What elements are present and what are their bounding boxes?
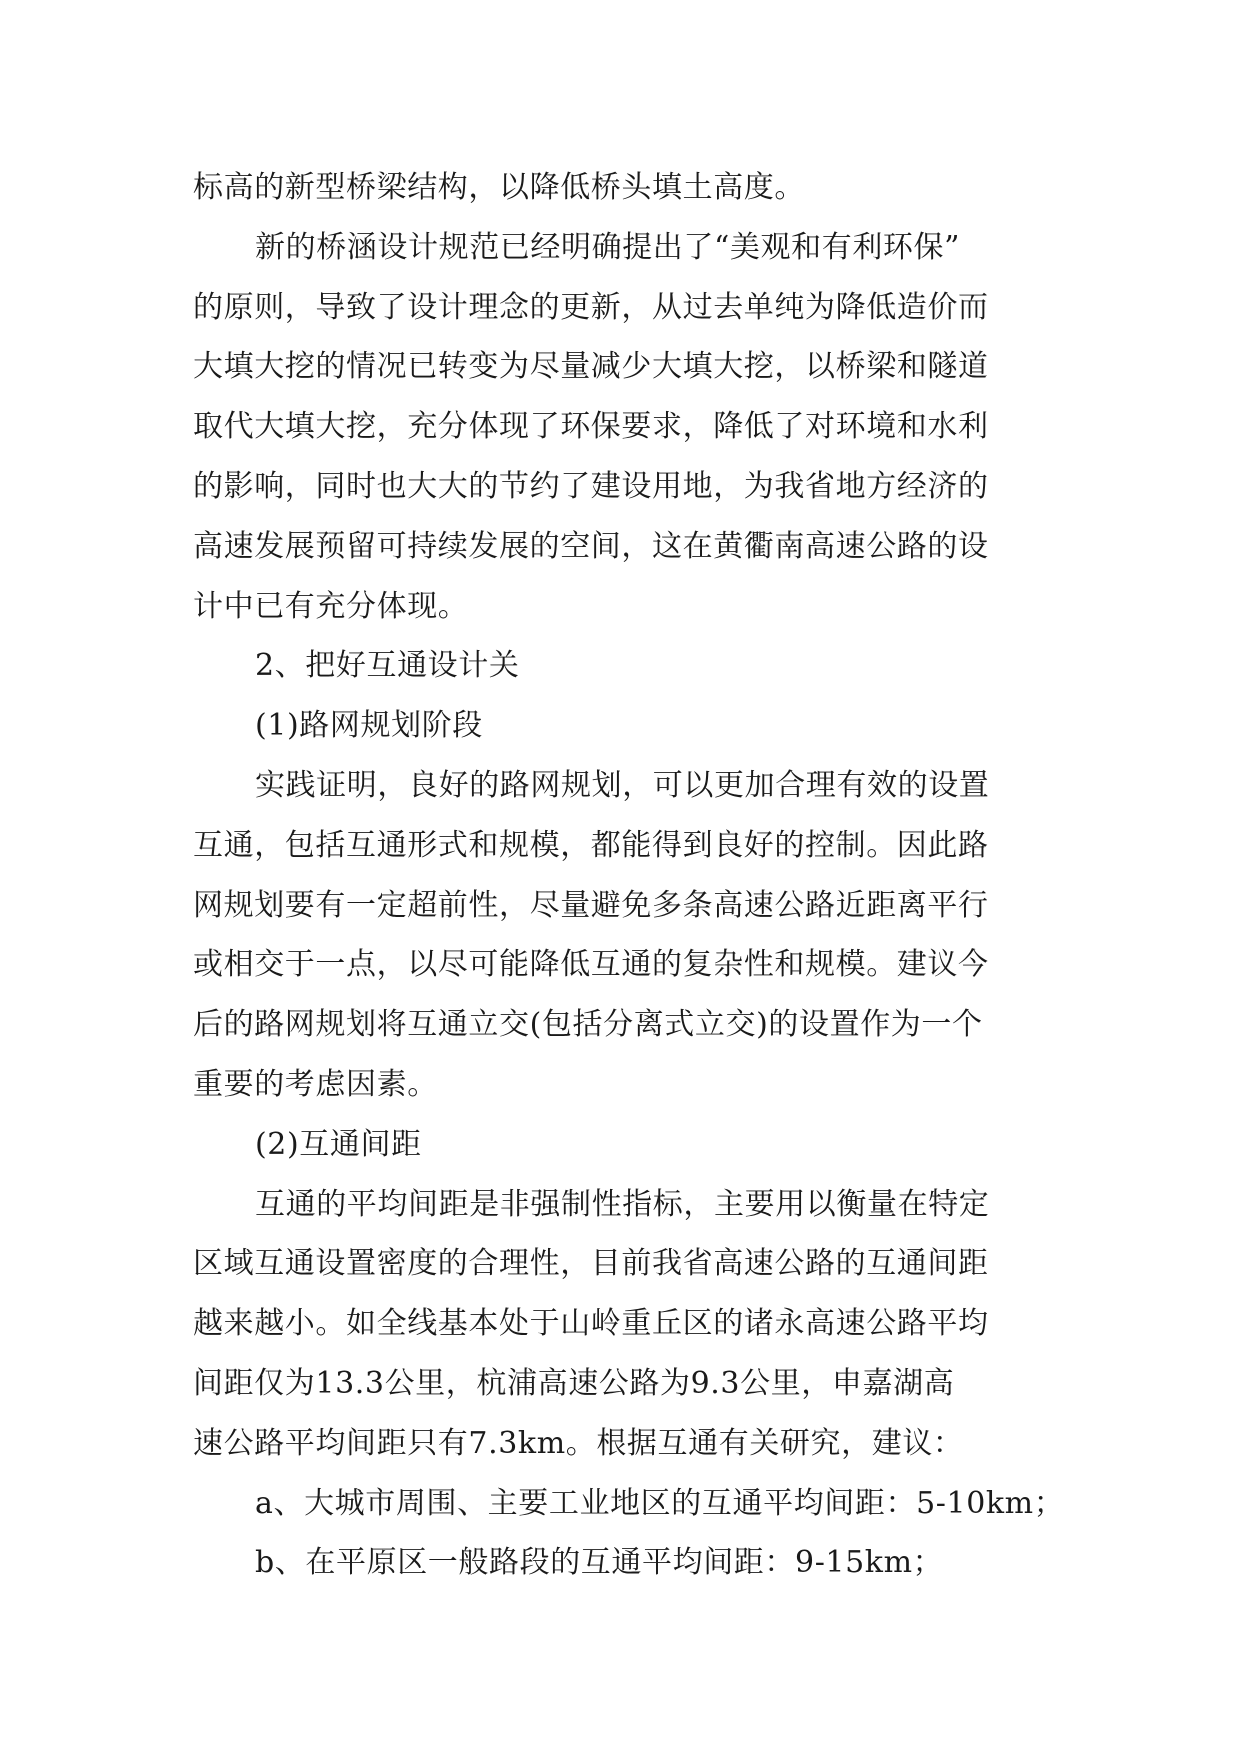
text-line: 实践证明，良好的路网规划，可以更加合理有效的设置 — [255, 767, 990, 803]
list-item: b、在平原区一般路段的互通平均间距：9-15km； — [255, 1545, 944, 1581]
text-line: 标高的新型桥梁结构，以降低桥头填土高度。 — [193, 170, 805, 205]
text-line: 互通，包括互通形式和规模，都能得到良好的控制。因此路 — [193, 827, 989, 863]
text-line: 或相交于一点，以尽可能降低互通的复杂性和规模。建议今 — [193, 947, 989, 983]
text-line: 高速发展预留可持续发展的空间，这在黄衢南高速公路的设 — [193, 528, 989, 564]
subsection-heading: (1)路网规划阶段 — [255, 708, 483, 744]
text-line: 区域互通设置密度的合理性，目前我省高速公路的互通间距 — [193, 1246, 989, 1282]
text-line: 的影响，同时也大大的节约了建设用地，为我省地方经济的 — [193, 468, 989, 504]
subsection-heading: (2)互通间距 — [255, 1126, 422, 1162]
text-line: 大填大挖的情况已转变为尽量减少大填大挖，以桥梁和隧道 — [193, 349, 989, 385]
text-line: 重要的考虑因素。 — [193, 1066, 438, 1102]
text-line: 速公路平均间距只有7.3km。根据互通有关研究，建议： — [193, 1425, 964, 1461]
body-text — [193, 158, 1065, 1593]
text-line: 越来越小。如全线基本处于山岭重丘区的诸永高速公路平均 — [193, 1306, 989, 1342]
text-line: 互通的平均间距是非强制性指标，主要用以衡量在特定 — [255, 1186, 990, 1222]
text-line: 后的路网规划将互通立交(包括分离式立交)的设置作为一个 — [193, 1007, 983, 1043]
text-line: 间距仅为13.3公里，杭浦高速公路为9.3公里，申嘉湖高 — [193, 1365, 955, 1401]
text-line: 新的桥涵设计规范已经明确提出了“美观和有利环保” — [255, 229, 961, 265]
text-line: 的原则，导致了设计理念的更新，从过去单纯为降低造价而 — [193, 289, 989, 325]
text-line: 取代大填大挖，充分体现了环保要求，降低了对环境和水利 — [193, 409, 989, 445]
text-line: 网规划要有一定超前性，尽量避免多条高速公路近距离平行 — [193, 887, 989, 923]
section-heading: 2、把好互通设计关 — [255, 648, 520, 684]
text-line: 计中已有充分体现。 — [193, 588, 469, 624]
list-item: a、大城市周围、主要工业地区的互通平均间距：5-10km； — [255, 1485, 1065, 1521]
